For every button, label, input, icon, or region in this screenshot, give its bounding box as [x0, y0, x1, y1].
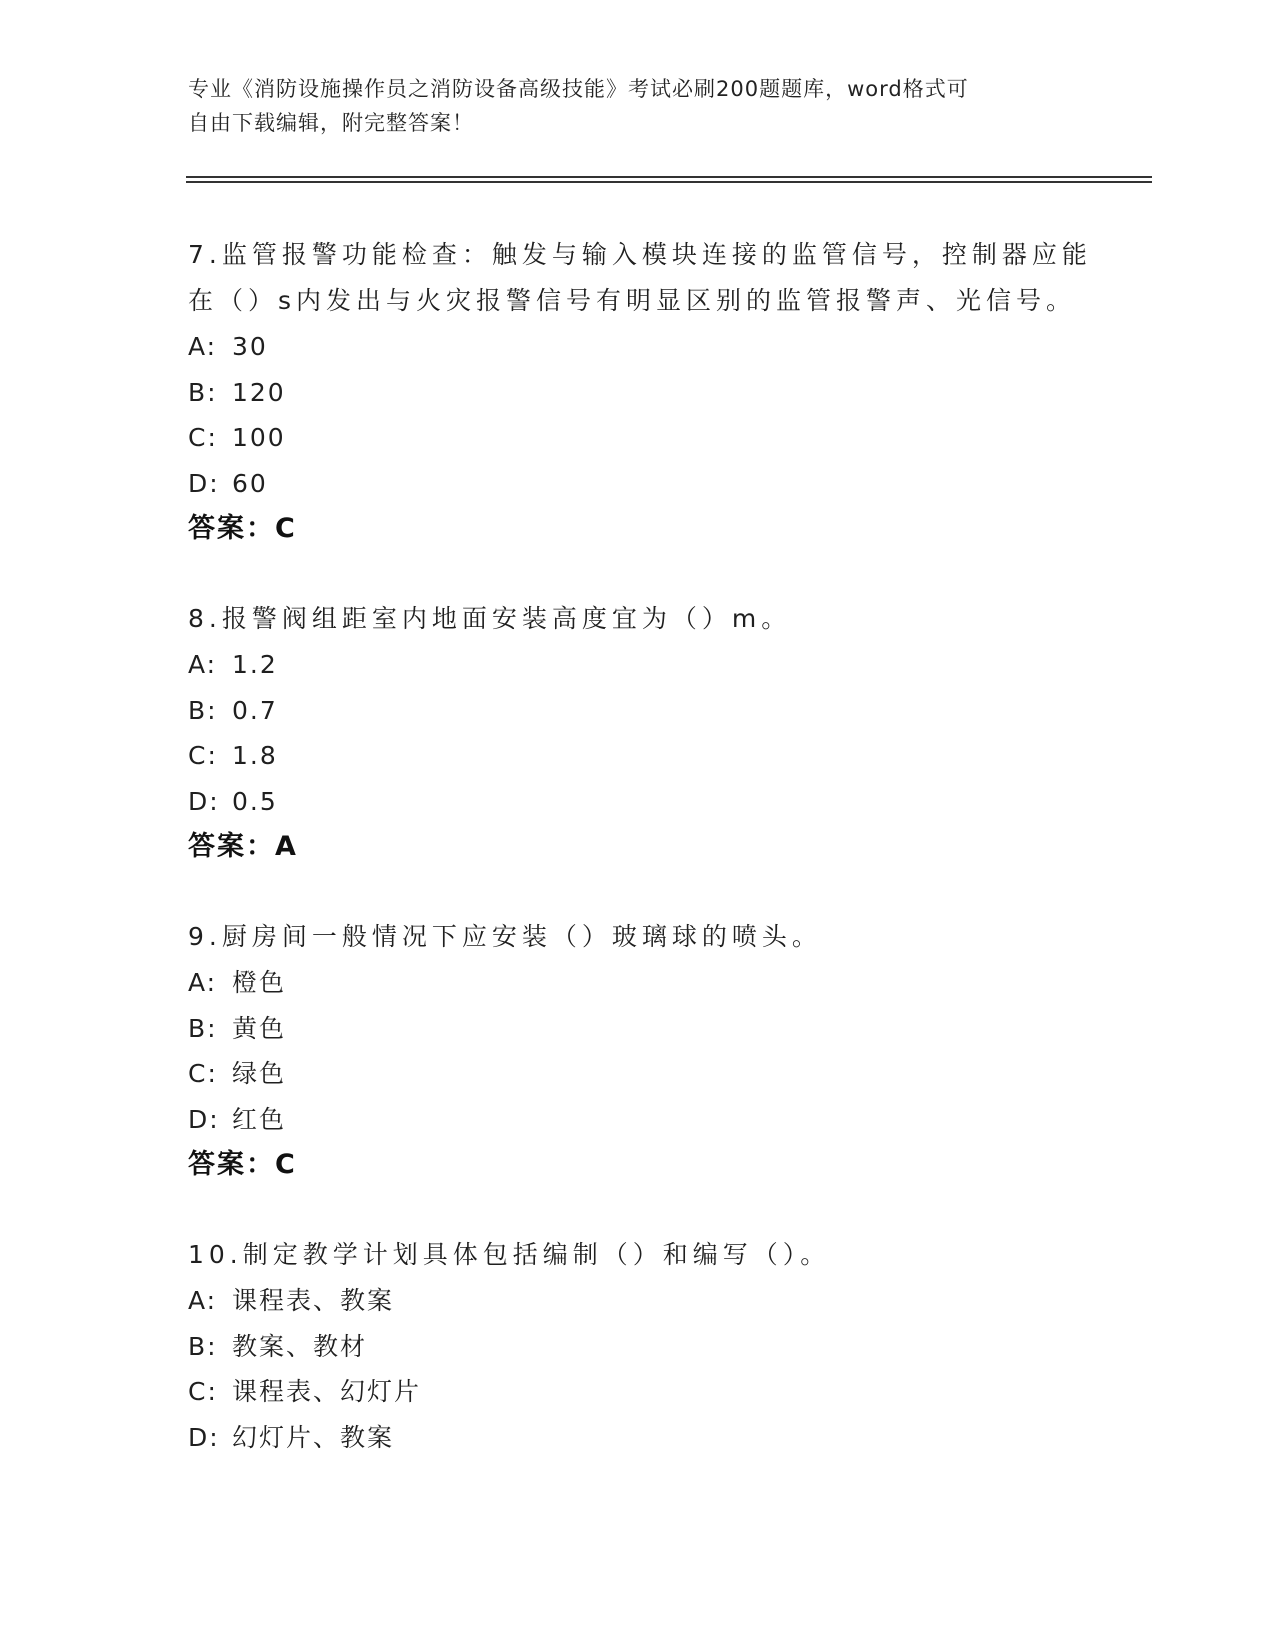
question-8 — [188, 596, 1088, 870]
answer-line: 答案：C — [188, 1149, 297, 1180]
option-key: D: — [188, 786, 220, 816]
answer-line: 答案：A — [188, 831, 298, 862]
header-divider-top — [186, 176, 1152, 178]
question-text-line: 在（）s内发出与火灾报警信号有明显区别的监管报警声、光信号。 — [188, 286, 1077, 315]
option-text: 黄色 — [232, 1013, 287, 1043]
option-key: B: — [188, 695, 218, 725]
option-text: 课程表、教案 — [232, 1286, 395, 1315]
header-line-2: 自由下载编辑，附完整答案！ — [188, 111, 474, 135]
question-7 — [188, 232, 1092, 552]
option-key: B: — [188, 377, 218, 407]
option-key: B: — [188, 1013, 218, 1043]
option-text: 绿色 — [232, 1059, 287, 1088]
option-key: A: — [188, 1286, 218, 1315]
option-text: 0.7 — [232, 695, 278, 725]
option-key: C: — [188, 423, 218, 452]
option-text: 课程表、幻灯片 — [232, 1377, 422, 1406]
question-10 — [188, 1232, 1088, 1460]
question-9 — [188, 914, 1088, 1188]
option-key: A: — [188, 968, 218, 997]
question-text-line: 10.制定教学计划具体包括编制（）和编写（）。 — [188, 1240, 831, 1269]
option-text: 幻灯片、教案 — [232, 1422, 395, 1452]
question-text-line: 7.监管报警功能检查：触发与输入模块连接的监管信号，控制器应能 — [188, 240, 1092, 269]
option-key: C: — [188, 1059, 218, 1088]
option-d — [188, 461, 1088, 507]
question-text-line: 9.厨房间一般情况下应安装（）玻璃球的喷头。 — [188, 922, 822, 951]
option-c — [188, 733, 1088, 779]
option-b — [188, 370, 1088, 416]
option-d — [188, 1415, 1088, 1461]
option-text: 1.8 — [232, 741, 278, 770]
option-a — [188, 642, 1088, 688]
answer-line: 答案：C — [188, 513, 297, 544]
option-key: C: — [188, 741, 218, 770]
question-spacer — [188, 552, 1088, 596]
option-b — [188, 1324, 1088, 1370]
option-key: C: — [188, 1377, 218, 1406]
option-key: B: — [188, 1331, 218, 1361]
question-list — [188, 232, 1092, 1460]
option-b — [188, 688, 1088, 734]
option-text: 红色 — [232, 1104, 287, 1134]
option-text: 1.2 — [232, 650, 278, 679]
option-text: 橙色 — [232, 968, 287, 997]
option-text: 120 — [232, 377, 286, 407]
option-d — [188, 779, 1088, 825]
option-text: 100 — [232, 423, 286, 452]
option-c — [188, 1369, 1088, 1415]
option-key: A: — [188, 332, 218, 361]
option-text: 教案、教材 — [232, 1331, 368, 1361]
option-a — [188, 1278, 1088, 1324]
header-divider-bottom — [186, 181, 1152, 183]
option-text: 30 — [232, 332, 268, 361]
document-header — [188, 72, 1068, 140]
question-spacer — [188, 870, 1088, 914]
option-key: A: — [188, 650, 218, 679]
option-c — [188, 415, 1088, 461]
option-b — [188, 1006, 1088, 1052]
option-c — [188, 1051, 1088, 1097]
question-spacer — [188, 1188, 1088, 1232]
option-text: 60 — [232, 468, 268, 498]
option-a — [188, 960, 1088, 1006]
question-text-line: 8.报警阀组距室内地面安装高度宜为（）m。 — [188, 604, 792, 633]
option-key: D: — [188, 468, 220, 498]
option-key: D: — [188, 1422, 220, 1452]
header-line-1: 专业《消防设施操作员之消防设备高级技能》考试必刷200题题库，word格式可 — [188, 77, 969, 101]
option-key: D: — [188, 1104, 220, 1134]
option-text: 0.5 — [232, 786, 278, 816]
option-a — [188, 324, 1088, 370]
option-d — [188, 1097, 1088, 1143]
